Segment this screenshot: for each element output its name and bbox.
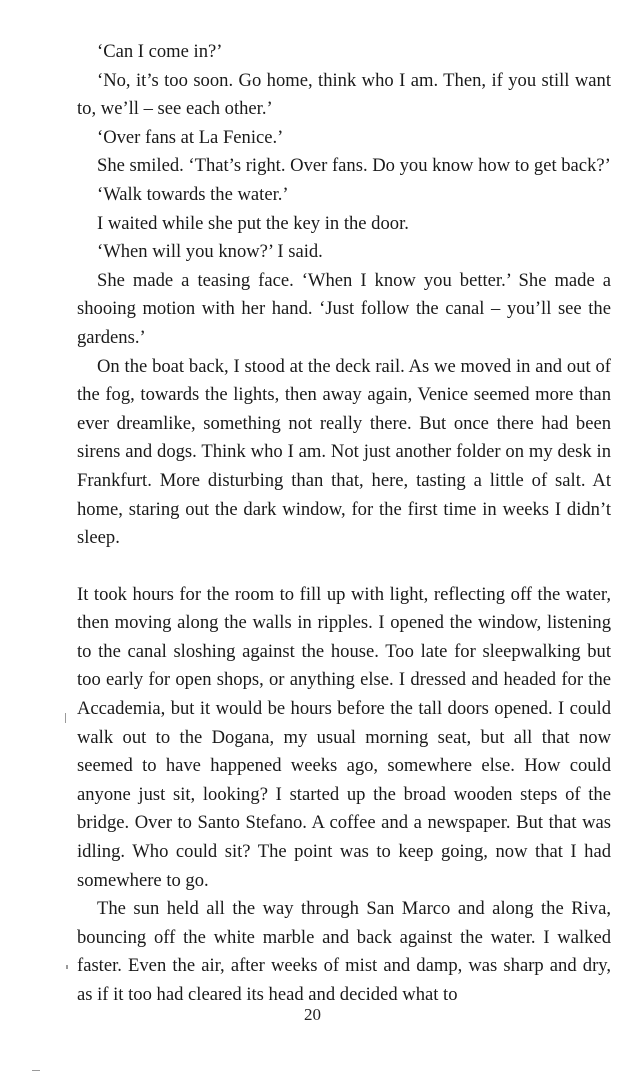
paragraph: She smiled. ‘That’s right. Over fans. Do you know how to get back?’ <box>97 155 611 177</box>
scan-speck <box>65 713 66 723</box>
paragraph: ‘No, it’s too soon. Go home, think who I am. Then, if you still want to, we’ll – see each other.’ <box>77 69 611 120</box>
paragraph: ‘Over fans at La Fenice.’ <box>97 126 284 148</box>
scan-speck <box>66 965 68 969</box>
section-opening-paragraph: It took hours for the room to fill up with light, reflecting off the water, then moving along the walls in ripples. I opened the window, listening to the canal sloshing against the house. Too late for sleepwalking but too early for open shops, or anything else. I dressed and headed for the Accademia, but it would be hours before the tall doors opened. I could walk out to the Dogana, my usual morning seat, but all that now seemed to have happened weeks ago, somewhere else. How could anyone just sit, looking? I started up the broad wooden steps of the bridge. Over to Santo Stefano. A coffee and a newspaper. But that was idling. Who could sit? The point was to keep going, now that I had somewhere to go. <box>77 583 611 891</box>
paragraph: The sun held all the way through San Marco and along the Riva, bouncing off the white marble and back against the water. I walked faster. Even the air, after weeks of mist and damp, was sharp and dry, as if it too had cleared its head and decided what to <box>77 898 611 1005</box>
paragraph: On the boat back, I stood at the deck rail. As we moved in and out of the fog, towards the lights, then away again, Venice seemed more than ever dreamlike, something not really there. But once there had been sirens and dogs. Think who I am. Not just another folder on my desk in Frankfurt. More disturbing than that, here, tasting a little of salt. At home, staring out the dark window, for the first time in weeks I didn’t sleep. <box>77 355 611 549</box>
book-page-text <box>77 38 611 1010</box>
paragraph: ‘Can I come in?’ <box>97 41 223 62</box>
paragraph: She made a teasing face. ‘When I know you better.’ She made a shooing motion with her hand. ‘Just follow the canal – you’ll see the gardens.’ <box>77 269 611 348</box>
paragraph: I waited while she put the key in the door. <box>97 212 409 234</box>
scan-speck <box>32 1070 40 1071</box>
paragraph: ‘When will you know?’ I said. <box>97 241 323 263</box>
section-break <box>77 553 611 581</box>
page-number: 20 <box>304 1005 321 1024</box>
paragraph: ‘Walk towards the water.’ <box>97 183 289 205</box>
